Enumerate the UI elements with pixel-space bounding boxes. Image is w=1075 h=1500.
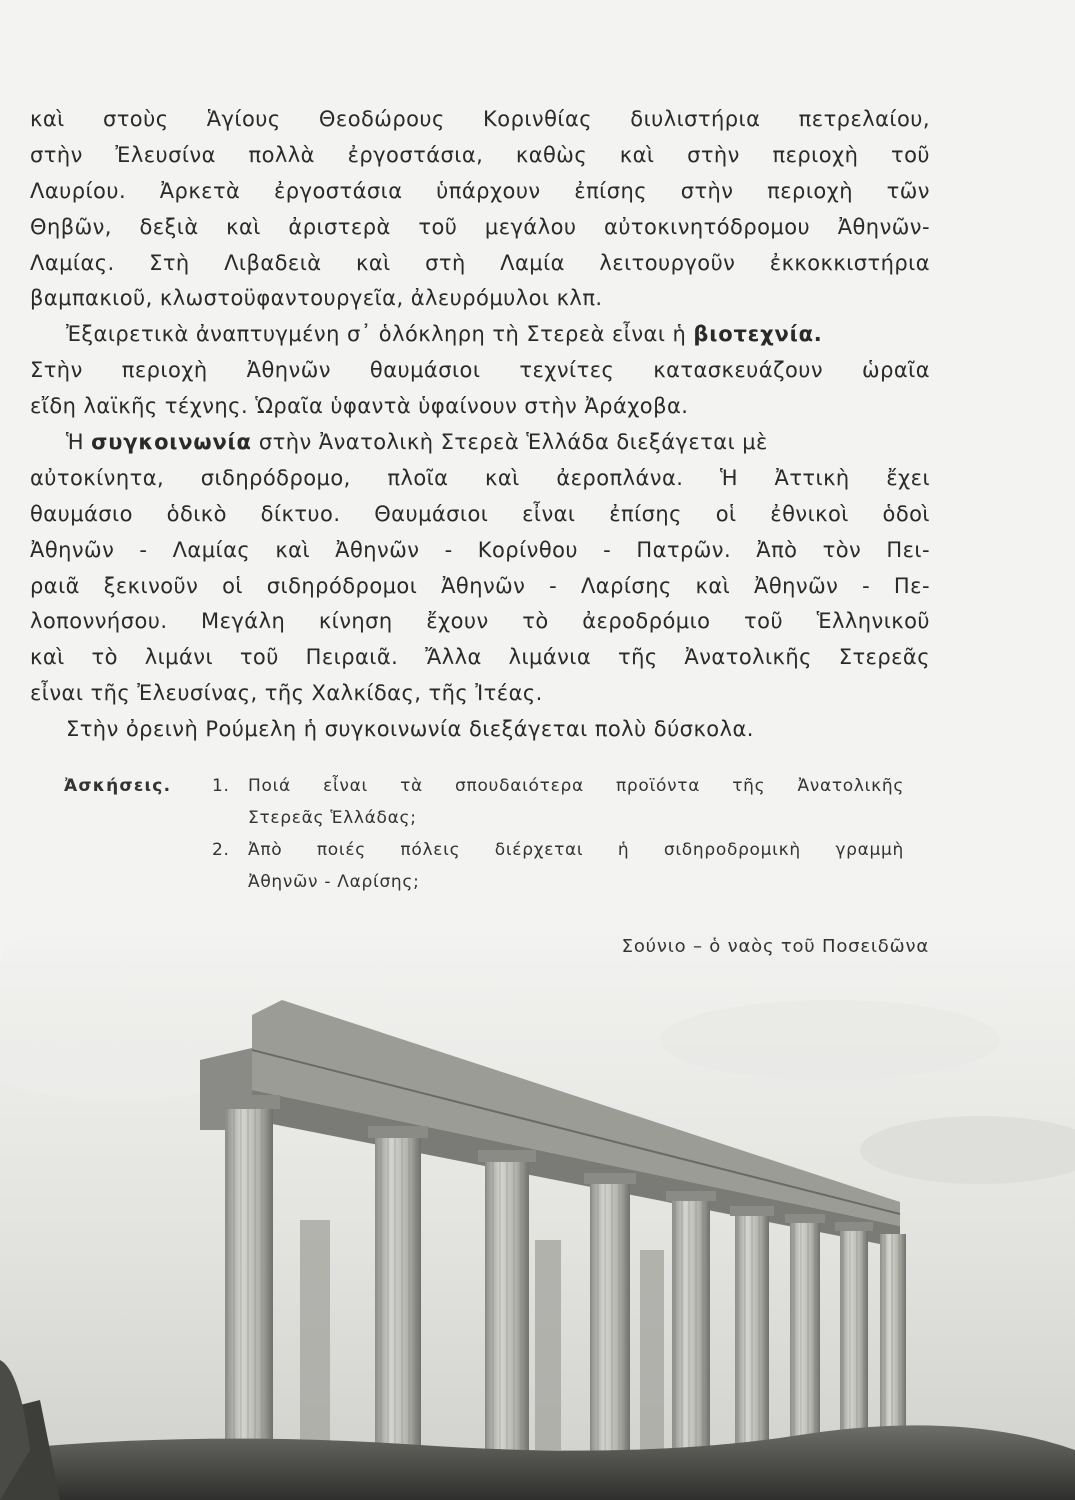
text-line: Στὴν περιοχὴ Ἀθηνῶν θαυμάσιοι τεχνίτες κατασκευάζουν ὡραῖα — [30, 358, 930, 383]
text-fragment: στὴν Ἀνατολικὴ Στερεὰ Ἑλλάδα διεξάγεται μὲ — [251, 430, 768, 455]
paragraph-mountain-line: Στὴν ὀρεινὴ Ρούμελη ἡ συγκοινωνία διεξάγεται πολὺ δύσκολα. — [66, 717, 754, 742]
exercise-number: 1. — [212, 776, 230, 796]
text-line: στὴν Ἐλευσίνα πολλὰ ἐργοστάσια, καθὼς καὶ στὴν περιοχὴ τοῦ — [30, 142, 930, 167]
exercise-text: Ἀθηνῶν - Λαρίσης; — [248, 872, 420, 892]
text-line: εἶναι τῆς Ἐλευσίνας, τῆς Χαλκίδας, τῆς Ἰτέας. — [30, 681, 543, 706]
text-line: καὶ τὸ λιμάνι τοῦ Πειραιᾶ. Ἄλλα λιμάνια τῆς Ἀνατολικῆς Στερεᾶς — [30, 645, 930, 670]
keyword-crafts: βιοτεχνία. — [693, 322, 823, 347]
exercise-text: Ποιά εἶναι τὰ σπουδαιότερα προϊόντα τῆς Ἀνατολικῆς — [248, 776, 904, 796]
exercise-number: 2. — [212, 840, 230, 860]
text-fragment: Ἐξαιρετικὰ ἀναπτυγμένη σ᾽ ὁλόκληρη τὴ Στερεὰ εἶναι ἡ — [66, 322, 694, 347]
paragraph-crafts-line — [30, 317, 930, 353]
text-line: ραιᾶ ξεκινοῦν οἱ σιδηρόδρομοι Ἀθηνῶν - Λαρίσης καὶ Ἀθηνῶν - Πε- — [30, 573, 930, 598]
temple-photo — [0, 930, 1075, 1500]
exercise-text: Ἀπὸ ποιές πόλεις διέρχεται ἡ σιδηροδρομικὴ γραμμὴ — [248, 840, 904, 860]
text-line: βαμπακιοῦ, κλωστοϋφαντουργεῖα, ἀλευρόμυλοι κλπ. — [30, 286, 603, 311]
keyword-transport: συγκοινωνία — [91, 430, 252, 455]
text-line: Ἀθηνῶν - Λαμίας καὶ Ἀθηνῶν - Κορίνθου - Πατρῶν. Ἀπὸ τὸν Πει- — [30, 537, 930, 562]
exercise-text: Στερεᾶς Ἑλλάδας; — [248, 808, 417, 828]
text-line: λοποννήσου. Μεγάλη κίνηση ἔχουν τὸ ἀεροδρόμιο τοῦ Ἑλληνικοῦ — [30, 609, 930, 634]
main-text — [30, 102, 930, 748]
text-fragment: Ἡ — [66, 430, 92, 455]
text-line: Λαμίας. Στὴ Λιβαδειὰ καὶ στὴ Λαμία λειτουργοῦν ἐκκοκκιστήρια — [30, 250, 930, 275]
exercises-heading: Ἀσκήσεις. — [64, 776, 172, 796]
paragraph-transport-line — [30, 425, 930, 461]
text-line: θαυμάσιο ὁδικὸ δίκτυο. Θαυμάσιοι εἶναι ἐπίσης οἱ ἐθνικοὶ ὁδοὶ — [30, 501, 930, 526]
text-line: Λαυρίου. Ἀρκετὰ ἐργοστάσια ὑπάρχουν ἐπίσης στὴν περιοχὴ τῶν — [30, 178, 930, 203]
text-line: αὐτοκίνητα, σιδηρόδρομο, πλοῖα καὶ ἀεροπλάνα. Ἡ Ἀττικὴ ἔχει — [30, 465, 930, 490]
text-line: καὶ στοὺς Ἁγίους Θεοδώρους Κορινθίας διυλιστήρια πετρελαίου, — [30, 107, 930, 131]
photo-caption: Σούνιο – ὁ ναὸς τοῦ Ποσειδῶνα — [621, 936, 929, 957]
text-line: εἴδη λαϊκῆς τέχνης. Ὡραῖα ὑφαντὰ ὑφαίνουν στὴν Ἀράχοβα. — [30, 394, 689, 419]
exercises-section — [64, 770, 904, 898]
text-line: Θηβῶν, δεξιὰ καὶ ἀριστερὰ τοῦ μεγάλου αὐτοκινητόδρομου Ἀθηνῶν- — [30, 214, 930, 239]
